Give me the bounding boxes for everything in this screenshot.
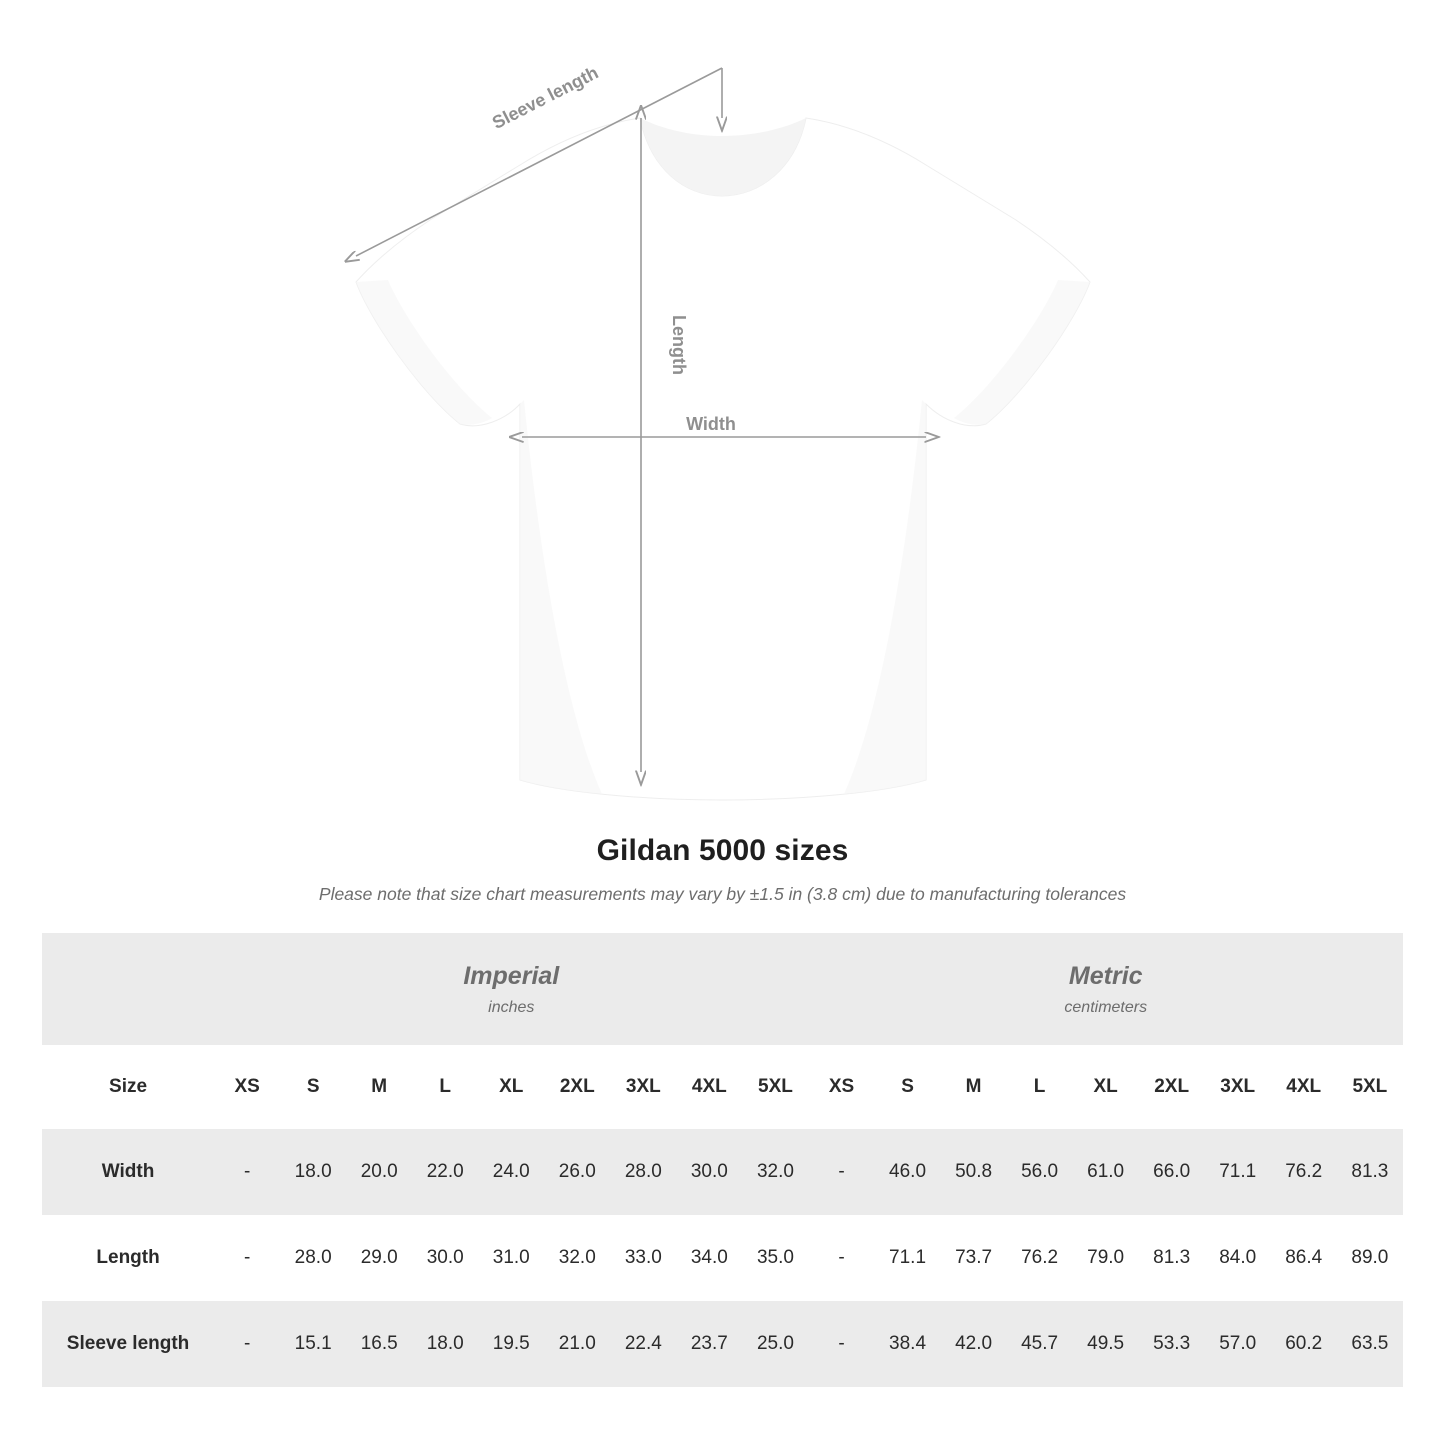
row-label-sleeve-length: Sleeve length — [42, 1301, 214, 1387]
cell-imperial-length-4xl: 34.0 — [676, 1215, 742, 1301]
col-header-metric-xs: XS — [809, 1045, 875, 1129]
cell-imperial-width-5xl: 32.0 — [742, 1129, 808, 1215]
cell-metric-sleeve-xs: - — [809, 1301, 875, 1387]
cell-imperial-sleeve-s: 15.1 — [280, 1301, 346, 1387]
cell-metric-length-xl: 79.0 — [1073, 1215, 1139, 1301]
cell-metric-length-4xl: 86.4 — [1271, 1215, 1337, 1301]
col-header-metric-l: L — [1007, 1045, 1073, 1129]
cell-metric-width-xs: - — [809, 1129, 875, 1215]
unit-sub-imperial: inches — [488, 998, 535, 1016]
cell-metric-width-4xl: 76.2 — [1271, 1129, 1337, 1215]
cell-imperial-width-xs: - — [214, 1129, 280, 1215]
cell-imperial-width-3xl: 28.0 — [610, 1129, 676, 1215]
unit-header-spacer — [42, 933, 214, 1045]
cell-metric-width-3xl: 71.1 — [1205, 1129, 1271, 1215]
unit-header-metric — [809, 933, 1404, 1045]
col-header-metric-2xl: 2XL — [1139, 1045, 1205, 1129]
length-label: Length — [669, 315, 689, 375]
cell-metric-length-5xl: 89.0 — [1337, 1215, 1403, 1301]
cell-imperial-width-2xl: 26.0 — [544, 1129, 610, 1215]
col-header-imperial-s: S — [280, 1045, 346, 1129]
tshirt-illustration — [356, 118, 1090, 800]
col-header-metric-xl: XL — [1073, 1045, 1139, 1129]
table-row-sleeve-length — [42, 1301, 1403, 1387]
cell-imperial-length-xl: 31.0 — [478, 1215, 544, 1301]
cell-metric-sleeve-m: 42.0 — [941, 1301, 1007, 1387]
cell-imperial-width-4xl: 30.0 — [676, 1129, 742, 1215]
cell-metric-sleeve-2xl: 53.3 — [1139, 1301, 1205, 1387]
col-header-imperial-l: L — [412, 1045, 478, 1129]
cell-metric-length-m: 73.7 — [941, 1215, 1007, 1301]
row-header-size: Size — [42, 1045, 214, 1129]
cell-metric-length-2xl: 81.3 — [1139, 1215, 1205, 1301]
size-table — [42, 933, 1403, 1387]
cell-imperial-width-xl: 24.0 — [478, 1129, 544, 1215]
col-header-metric-3xl: 3XL — [1205, 1045, 1271, 1129]
row-label-length: Length — [42, 1215, 214, 1301]
col-header-imperial-5xl: 5XL — [742, 1045, 808, 1129]
unit-name-imperial: Imperial — [463, 962, 560, 991]
cell-imperial-sleeve-5xl: 25.0 — [742, 1301, 808, 1387]
page-title: Gildan 5000 sizes — [596, 834, 849, 867]
table-row-length — [42, 1215, 1403, 1301]
cell-metric-width-l: 56.0 — [1007, 1129, 1073, 1215]
cell-metric-width-s: 46.0 — [875, 1129, 941, 1215]
sleeve-length-label: Sleeve length — [489, 62, 602, 133]
cell-imperial-sleeve-xl: 19.5 — [478, 1301, 544, 1387]
unit-name-metric: Metric — [1068, 962, 1143, 991]
cell-imperial-length-s: 28.0 — [280, 1215, 346, 1301]
cell-imperial-width-s: 18.0 — [280, 1129, 346, 1215]
cell-metric-width-5xl: 81.3 — [1337, 1129, 1403, 1215]
col-header-imperial-3xl: 3XL — [610, 1045, 676, 1129]
cell-imperial-width-m: 20.0 — [346, 1129, 412, 1215]
width-label: Width — [686, 414, 736, 434]
cell-imperial-length-3xl: 33.0 — [610, 1215, 676, 1301]
cell-metric-sleeve-s: 38.4 — [875, 1301, 941, 1387]
cell-imperial-sleeve-3xl: 22.4 — [610, 1301, 676, 1387]
cell-imperial-length-l: 30.0 — [412, 1215, 478, 1301]
col-header-imperial-m: M — [346, 1045, 412, 1129]
col-header-metric-4xl: 4XL — [1271, 1045, 1337, 1129]
cell-metric-sleeve-l: 45.7 — [1007, 1301, 1073, 1387]
cell-metric-sleeve-5xl: 63.5 — [1337, 1301, 1403, 1387]
col-header-imperial-2xl: 2XL — [544, 1045, 610, 1129]
cell-metric-sleeve-3xl: 57.0 — [1205, 1301, 1271, 1387]
cell-imperial-width-l: 22.0 — [412, 1129, 478, 1215]
cell-metric-sleeve-4xl: 60.2 — [1271, 1301, 1337, 1387]
cell-imperial-sleeve-2xl: 21.0 — [544, 1301, 610, 1387]
cell-metric-width-2xl: 66.0 — [1139, 1129, 1205, 1215]
cell-imperial-sleeve-4xl: 23.7 — [676, 1301, 742, 1387]
unit-sub-metric: centimeters — [1064, 998, 1148, 1016]
cell-imperial-length-xs: - — [214, 1215, 280, 1301]
cell-imperial-length-m: 29.0 — [346, 1215, 412, 1301]
cell-metric-length-s: 71.1 — [875, 1215, 941, 1301]
size-header-row — [42, 1045, 1403, 1129]
cell-metric-length-xs: - — [809, 1215, 875, 1301]
col-header-metric-m: M — [941, 1045, 1007, 1129]
tolerance-note: Please note that size chart measurements may vary by ±1.5 in (3.8 cm) due to manufacturing tolerances — [318, 884, 1127, 904]
cell-metric-length-3xl: 84.0 — [1205, 1215, 1271, 1301]
col-header-metric-5xl: 5XL — [1337, 1045, 1403, 1129]
cell-imperial-sleeve-xs: - — [214, 1301, 280, 1387]
title-block — [0, 834, 1445, 905]
row-label-width: Width — [42, 1129, 214, 1215]
cell-imperial-sleeve-m: 16.5 — [346, 1301, 412, 1387]
size-table-wrapper — [42, 933, 1403, 1387]
unit-header-row — [42, 933, 1403, 1045]
table-row-width — [42, 1129, 1403, 1215]
col-header-imperial-xs: XS — [214, 1045, 280, 1129]
col-header-imperial-4xl: 4XL — [676, 1045, 742, 1129]
cell-imperial-length-2xl: 32.0 — [544, 1215, 610, 1301]
cell-metric-width-xl: 61.0 — [1073, 1129, 1139, 1215]
cell-metric-width-m: 50.8 — [941, 1129, 1007, 1215]
col-header-imperial-xl: XL — [478, 1045, 544, 1129]
cell-metric-sleeve-xl: 49.5 — [1073, 1301, 1139, 1387]
cell-imperial-length-5xl: 35.0 — [742, 1215, 808, 1301]
cell-imperial-sleeve-l: 18.0 — [412, 1301, 478, 1387]
col-header-metric-s: S — [875, 1045, 941, 1129]
cell-metric-length-l: 76.2 — [1007, 1215, 1073, 1301]
unit-header-imperial — [214, 933, 808, 1045]
